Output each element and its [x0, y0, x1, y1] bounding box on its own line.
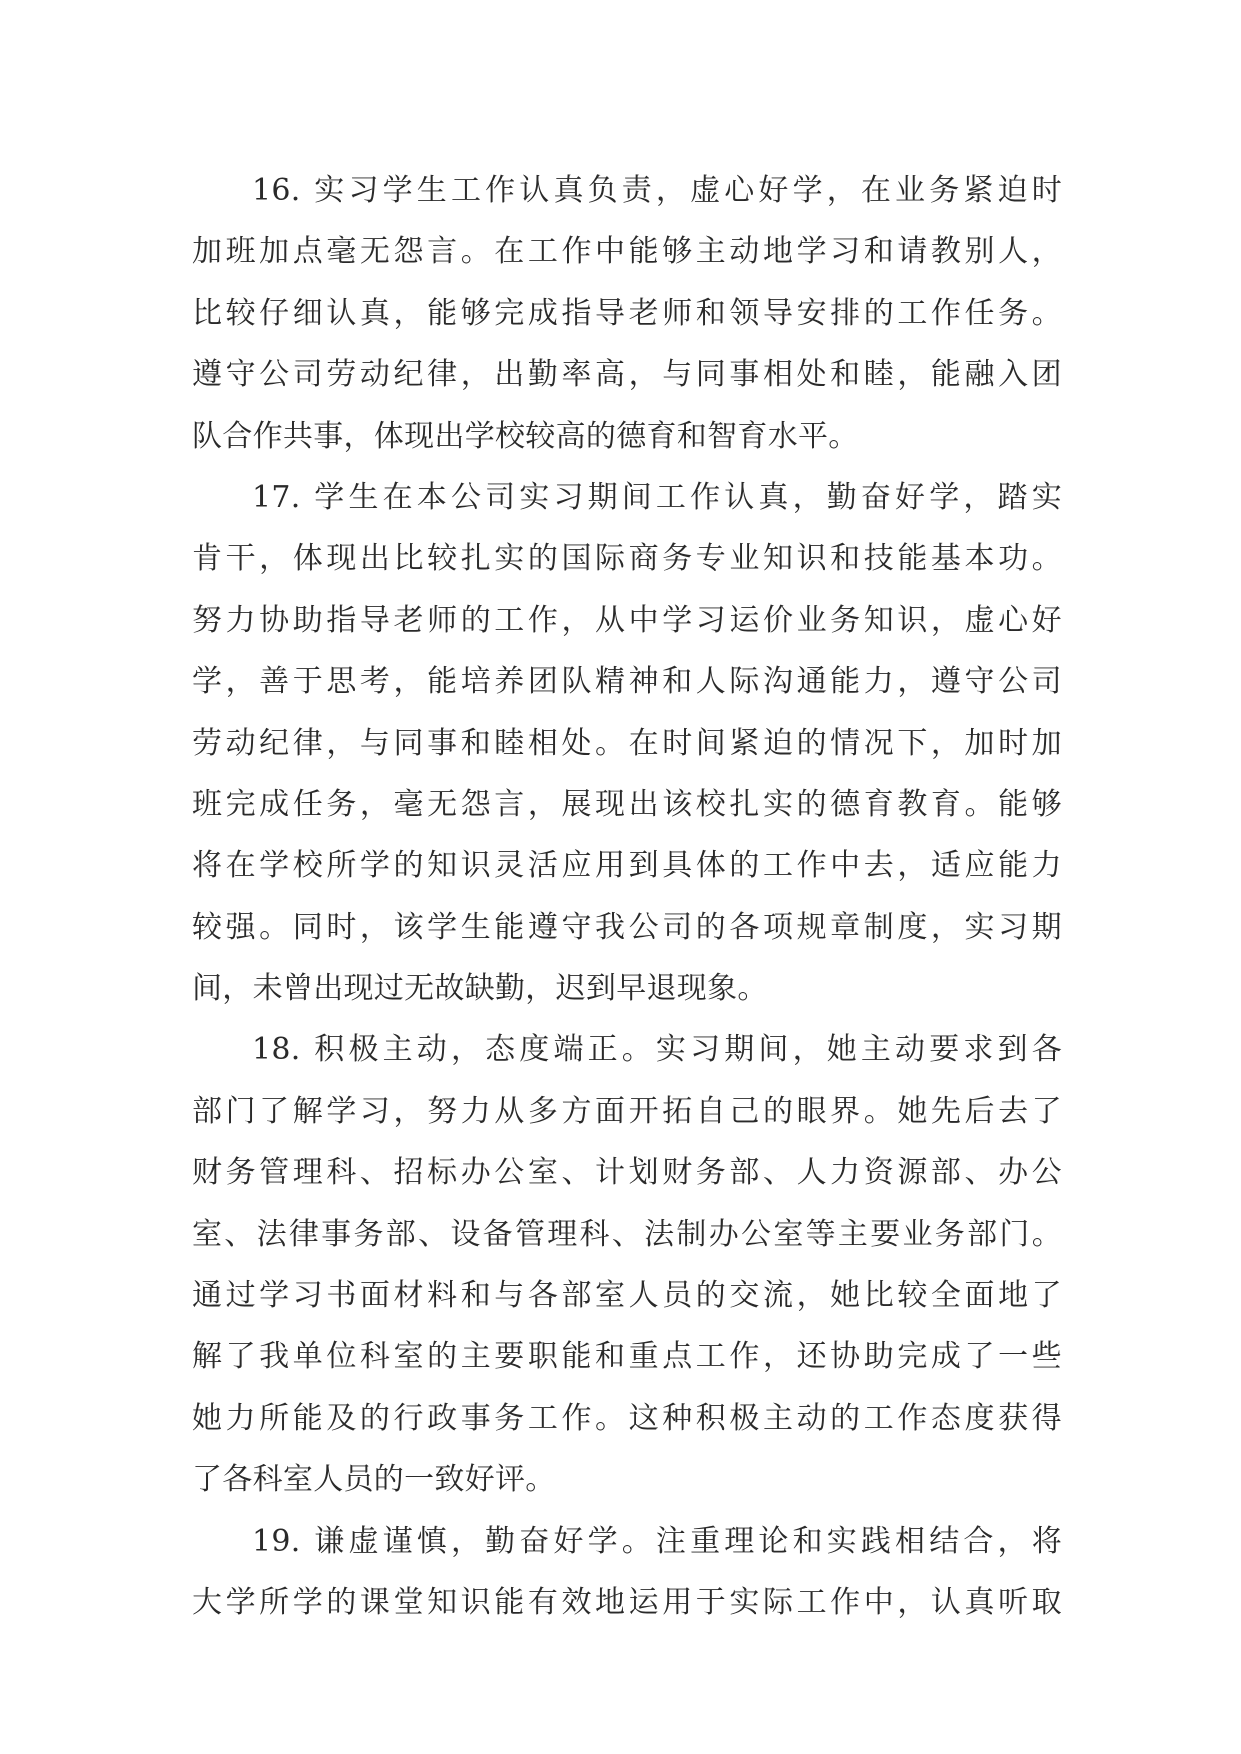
paragraph-18-line-5: 通过学习书面材料和与各部室人员的交流，她比较全面地了: [192, 1278, 1062, 1314]
paragraph-18-line-4: 室、法律事务部、设备管理科、法制办公室等主要业务部门。: [192, 1216, 1062, 1252]
paragraph-18-line-6: 解了我单位科室的主要职能和重点工作，还协助完成了一些: [192, 1339, 1062, 1375]
paragraph-17-line-9: 间，未曾出现过无故缺勤，迟到早退现象。: [192, 971, 768, 1007]
document-body: [192, 160, 1062, 1633]
paragraph-19-line-1: 19. 谦虚谨慎，勤奋好学。注重理论和实践相结合，将: [252, 1523, 1062, 1559]
paragraph-17-line-8: 较强。同时，该学生能遵守我公司的各项规章制度，实习期: [192, 909, 1062, 945]
paragraph-17-line-5: 劳动纪律，与同事和睦相处。在时间紧迫的情况下，加时加: [192, 725, 1062, 761]
paragraph-18-line-8: 了各科室人员的一致好评。: [192, 1462, 556, 1498]
paragraph-16-line-1: 16. 实习学生工作认真负责，虚心好学，在业务紧迫时: [252, 173, 1062, 208]
paragraph-17-line-6: 班完成任务，毫无怨言，展现出该校扎实的德育教育。能够: [192, 786, 1062, 822]
paragraph-16-line-5: 队合作共事，体现出学校较高的德育和智育水平。: [192, 418, 859, 454]
paragraph-18-line-7: 她力所能及的行政事务工作。这种积极主动的工作态度获得: [192, 1400, 1062, 1436]
paragraph-19-line-2: 大学所学的课堂知识能有效地运用于实际工作中，认真听取: [192, 1584, 1062, 1620]
paragraph-16-line-4: 遵守公司劳动纪律，出勤率高，与同事相处和睦，能融入团: [192, 357, 1062, 393]
paragraph-18-line-1: 18. 积极主动，态度端正。实习期间，她主动要求到各: [252, 1032, 1062, 1068]
paragraph-16-line-2: 加班加点毫无怨言。在工作中能够主动地学习和请教别人，: [192, 234, 1062, 270]
paragraph-17-line-1: 17. 学生在本公司实习期间工作认真，勤奋好学，踏实: [252, 479, 1062, 515]
paragraph-18-line-2: 部门了解学习，努力从多方面开拓自己的眼界。她先后去了: [192, 1093, 1062, 1129]
paragraph-16-line-3: 比较仔细认真，能够完成指导老师和领导安排的工作任务。: [192, 295, 1062, 331]
paragraph-17-line-7: 将在学校所学的知识灵活应用到具体的工作中去，适应能力: [192, 848, 1062, 884]
paragraph-17-line-3: 努力协助指导老师的工作，从中学习运价业务知识，虚心好: [192, 602, 1062, 638]
paragraph-17-line-2: 肯干，体现出比较扎实的国际商务专业知识和技能基本功。: [192, 541, 1062, 577]
paragraph-17-line-4: 学，善于思考，能培养团队精神和人际沟通能力，遵守公司: [192, 664, 1062, 700]
paragraph-18-line-3: 财务管理科、招标办公室、计划财务部、人力资源部、办公: [192, 1155, 1062, 1191]
